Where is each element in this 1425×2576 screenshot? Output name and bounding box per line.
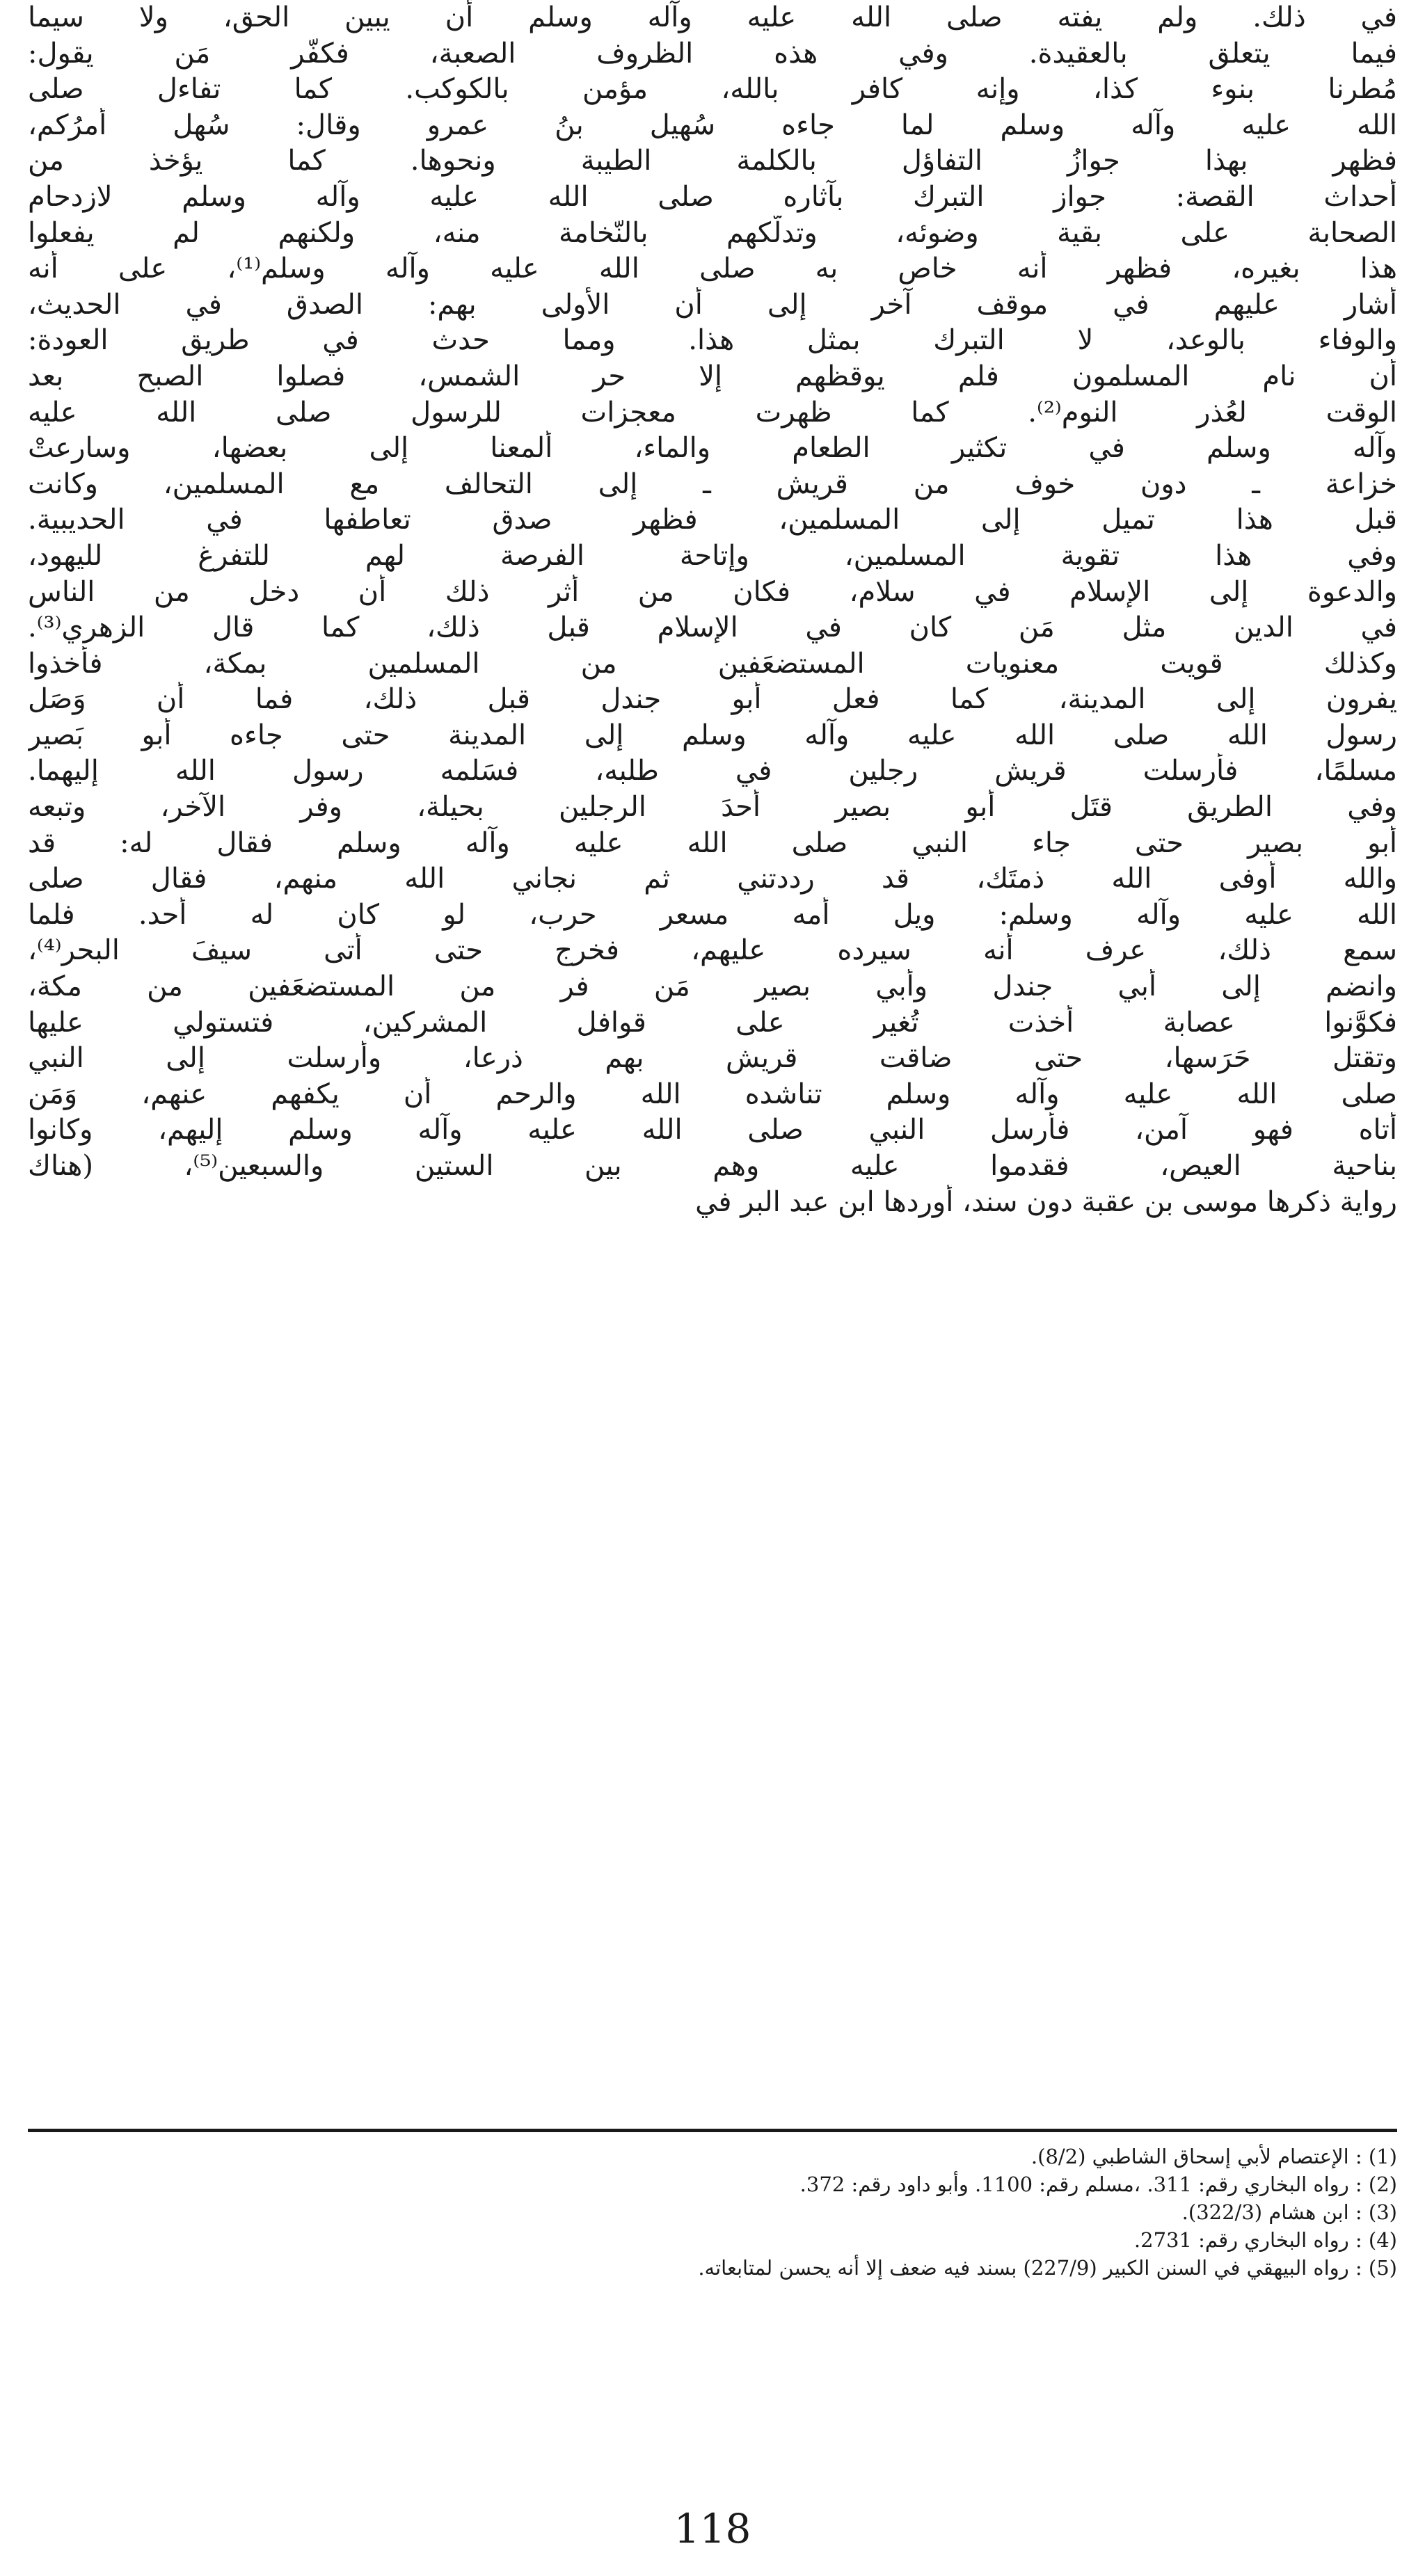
text-line: أحداث القصة: جواز التبرك بآثاره صلى الله عليه وآله وسلم لازدحام bbox=[28, 180, 1397, 213]
text-line: في الدين مثل مَن كان في الإسلام قبل ذلك، كما قال الزهري⁽³⁾. bbox=[28, 611, 1397, 644]
text-line: رسول الله صلى الله عليه وآله وسلم إلى المدينة حتى جاءه أبو بَصير bbox=[28, 719, 1397, 751]
text-line: صلى الله عليه وآله وسلم تناشده الله والرحم أن يكفهم عنهم، وَمَن bbox=[28, 1078, 1397, 1110]
footnote-3: (3) : ابن هشام (322/3). bbox=[1181, 2200, 1397, 2224]
main-text bbox=[28, 0, 1397, 1220]
text-line: والدعوة إلى الإسلام في سلام، فكان من أثر ذلك أن دخل من الناس bbox=[28, 575, 1397, 608]
text-line: الله عليه وآله وسلم لما جاءه سُهيل بنُ عمرو وقال: سُهل أمرُكم، bbox=[28, 109, 1397, 141]
text-line: فكوَّنوا عصابة أخذت تُغير على قوافل المشركين، فتستولي عليها bbox=[28, 1006, 1397, 1039]
text-line: مسلمًا، فأرسلت قريش رجلين في طلبه، فسَلمه رسول الله إليهما. bbox=[28, 755, 1397, 787]
text-line: والله أوفى الله ذمتَك، قد رددتني ثم نجاني الله منهم، فقال صلى bbox=[28, 863, 1397, 895]
text-line: أن نام المسلمون فلم يوقظهم إلا حر الشمس، فصلوا الصبح بعد bbox=[28, 360, 1397, 392]
text-line: في ذلك. ولم يفته صلى الله عليه وآله وسلم أن يبين الحق، ولا سيما bbox=[28, 1, 1397, 33]
footnote-2: (2) : رواه البخاري رقم: 311. ،مسلم رقم: 1100. وأبو داود رقم: 372. bbox=[799, 2173, 1397, 2196]
text-line: خزاعة ـ دون خوف من قريش ـ إلى التحالف مع المسلمين، وكانت bbox=[28, 467, 1397, 500]
text-line: قبل هذا تميل إلى المسلمين، فظهر صدق تعاطفها في الحديبية. bbox=[28, 504, 1397, 536]
text-line: وكذلك قويت معنويات المستضعَفين من المسلمين بمكة، فأخذوا bbox=[28, 647, 1397, 680]
text-line: سمع ذلك، عرف أنه سيرده عليهم، فخرج حتى أتى سيفَ البحر⁽⁴⁾، bbox=[28, 934, 1397, 967]
text-line: فظهر بهذا جوازُ التفاؤل بالكلمة الطيبة ونحوها. كما يؤخذ من bbox=[28, 145, 1397, 177]
text-line: وتقتل حَرَسها، حتى ضاقت قريش بهم ذرعا، وأرسلت إلى النبي bbox=[28, 1042, 1397, 1075]
footnote-4: (4) : رواه البخاري رقم: 2731. bbox=[1133, 2228, 1397, 2252]
footnote-separator bbox=[28, 2129, 1397, 2132]
text-line: هذا بغيره، فظهر أنه خاص به صلى الله عليه وآله وسلم⁽¹⁾، على أنه bbox=[28, 253, 1397, 285]
text-line: أبو بصير حتى جاء النبي صلى الله عليه وآله وسلم فقال له: قد bbox=[28, 826, 1397, 859]
text-line: وانضم إلى أبي جندل وأبي بصير مَن فر من المستضعَفين من مكة، bbox=[28, 970, 1397, 1003]
text-line: بناحية العيص، فقدموا عليه وهم بين الستين والسبعين⁽⁵⁾، (هناك bbox=[28, 1150, 1397, 1182]
text-line: وفي هذا تقوية المسلمين، وإتاحة الفرصة لهم للتفرغ لليهود، bbox=[28, 539, 1397, 572]
text-line: أتاه فهو آمن، فأرسل النبي صلى الله عليه وآله وسلم إليهم، وكانوا bbox=[28, 1114, 1397, 1146]
footnote-1: (1) : الإعتصام لأبي إسحاق الشاطبي (8/2). bbox=[1030, 2145, 1397, 2168]
text-line: الصحابة على بقية وضوئه، وتدلّكهم بالنّخامة منه، ولكنهم لم يفعلوا bbox=[28, 216, 1397, 249]
footnotes bbox=[28, 2143, 1397, 2282]
text-line: والوفاء بالوعد، لا التبرك بمثل هذا. ومما حدث في طريق العودة: bbox=[28, 324, 1397, 357]
footnote-5: (5) : رواه البيهقي في السنن الكبير (227/9) بسند فيه ضعف إلا أنه يحسن لمتابعاته. bbox=[698, 2256, 1397, 2280]
text-line: مُطرنا بنوء كذا، وإنه كافر بالله، مؤمن بالكوكب. كما تفاءل صلى bbox=[28, 73, 1397, 106]
text-line: الوقت لعُذر النوم⁽²⁾. كما ظهرت معجزات للرسول صلى الله عليه bbox=[28, 396, 1397, 429]
page-number: 118 bbox=[674, 2505, 751, 2552]
text-line: أشار عليهم في موقف آخر إلى أن الأولى بهم: الصدق في الحديث، bbox=[28, 288, 1397, 321]
text-line: رواية ذكرها موسى بن عقبة دون سند، أوردها ابن عبد البر في bbox=[695, 1185, 1397, 1218]
text-line: يفرون إلى المدينة، كما فعل أبو جندل قبل ذلك، فما أن وَصَل bbox=[28, 683, 1397, 716]
text-line: وآله وسلم في تكثير الطعام والماء، ألمعنا إلى بعضها، وسارعتْ bbox=[28, 432, 1397, 465]
text-line: الله عليه وآله وسلم: ويل أمه مسعر حرب، لو كان له أحد. فلما bbox=[28, 898, 1397, 931]
text-line: فيما يتعلق بالعقيدة. وفي هذه الظروف الصعبة، فكفّر مَن يقول: bbox=[28, 37, 1397, 70]
text-line: وفي الطريق قتَل أبو بصير أحدَ الرجلين بحيلة، وفر الآخر، وتبعه bbox=[28, 791, 1397, 824]
